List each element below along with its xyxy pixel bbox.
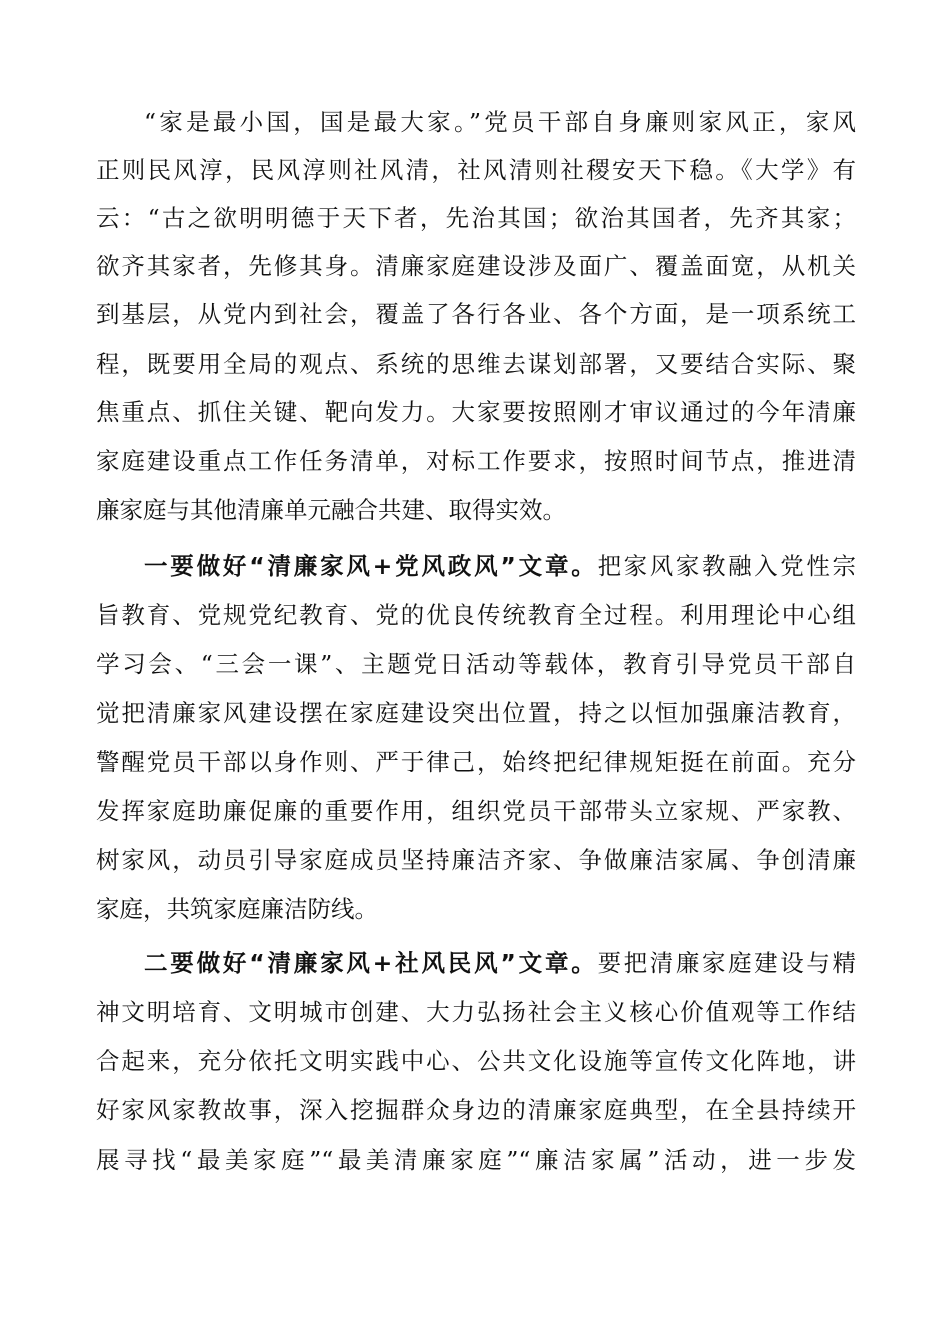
line-text: 正则民风淳，民风淳则社风清，社风清则社稷安天下稳。《大学》有 — [96, 156, 856, 184]
paragraph-3-line-4 — [96, 1086, 856, 1134]
line-text: 合起来，充分依托文明实践中心、公共文化设施等宣传文化阵地，讲 — [96, 1047, 856, 1075]
paragraph-2-line-7 — [96, 836, 856, 884]
paragraph-3-line-3 — [96, 1037, 856, 1085]
line-text: 觉把清廉家风建设摆在家庭建设突出位置，持之以恒加强廉洁教育， — [96, 699, 856, 727]
line-text: 警醒党员干部以身作则、严于律己，始终把纪律规矩挺在前面。充分 — [96, 748, 856, 776]
paragraph-1-line-7 — [96, 388, 856, 436]
line-text: 好家风家教故事，深入挖掘群众身边的清廉家庭典型，在全县持续开 — [96, 1096, 856, 1124]
paragraph-2-line-8 — [96, 885, 856, 933]
paragraph-3-line-5 — [96, 1136, 856, 1184]
paragraph-2-line-3 — [96, 640, 856, 688]
paragraph-3-line-2 — [96, 988, 856, 1036]
line-text: 学习会、“三会一课”、主题党日活动等载体，教育引导党员干部自 — [96, 650, 856, 678]
paragraph-1-line-4 — [96, 242, 856, 290]
line-text: 家庭，共筑家庭廉洁防线。 — [96, 895, 378, 923]
line-text: 展寻找“最美家庭”“最美清廉家庭”“廉洁家属”活动，进一步发 — [96, 1146, 856, 1174]
paragraph-1-line-9 — [96, 486, 856, 534]
paragraph-1-line-5 — [96, 290, 856, 338]
paragraph-2-heading: 一要做好“清廉家风+党风政风”文章。 — [144, 552, 598, 580]
line-text: 欲齐其家者，先修其身。清廉家庭建设涉及面广、覆盖面宽，从机关 — [96, 252, 856, 280]
paragraph-2-line-4 — [96, 689, 856, 737]
line-text: 发挥家庭助廉促廉的重要作用，组织党员干部带头立家规、严家教、 — [96, 797, 856, 825]
paragraph-2-line-6 — [96, 787, 856, 835]
paragraph-2-line-5 — [96, 738, 856, 786]
paragraph-2-line-2 — [96, 591, 856, 639]
paragraph-3-line-1 — [144, 939, 856, 987]
line-text: 家庭建设重点工作任务清单，对标工作要求，按照时间节点，推进清 — [96, 447, 856, 475]
paragraph-3-heading: 二要做好“清廉家风+社风民风”文章。 — [144, 949, 598, 977]
paragraph-1-line-6 — [96, 340, 856, 388]
line-text: 把家风家教融入党性宗 — [597, 552, 856, 580]
line-text: 神文明培育、文明城市创建、大力弘扬社会主义核心价值观等工作结 — [96, 998, 856, 1026]
line-text: 到基层，从党内到社会，覆盖了各行各业、各个方面，是一项系统工 — [96, 300, 856, 328]
line-text: “家是最小国，国是最大家。”党员干部自身廉则家风正，家风 — [144, 108, 856, 136]
line-text: 树家风，动员引导家庭成员坚持廉洁齐家、争做廉洁家属、争创清廉 — [96, 846, 856, 874]
line-text: 廉家庭与其他清廉单元融合共建、取得实效。 — [96, 496, 566, 524]
line-text: 要把清廉家庭建设与精 — [597, 949, 856, 977]
paragraph-1-line-3 — [96, 194, 856, 242]
line-text: 程，既要用全局的观点、系统的思维去谋划部署，又要结合实际、聚 — [96, 350, 856, 378]
paragraph-1-line-8 — [96, 437, 856, 485]
line-text: 云：“古之欲明明德于天下者，先治其国；欲治其国者，先齐其家； — [96, 204, 856, 232]
line-text: 旨教育、党规党纪教育、党的优良传统教育全过程。利用理论中心组 — [96, 601, 856, 629]
paragraph-2-line-1 — [144, 542, 856, 590]
paragraph-1-line-2 — [96, 146, 856, 194]
paragraph-1-line-1 — [144, 98, 856, 146]
line-text: 焦重点、抓住关键、靶向发力。大家要按照刚才审议通过的今年清廉 — [96, 398, 856, 426]
